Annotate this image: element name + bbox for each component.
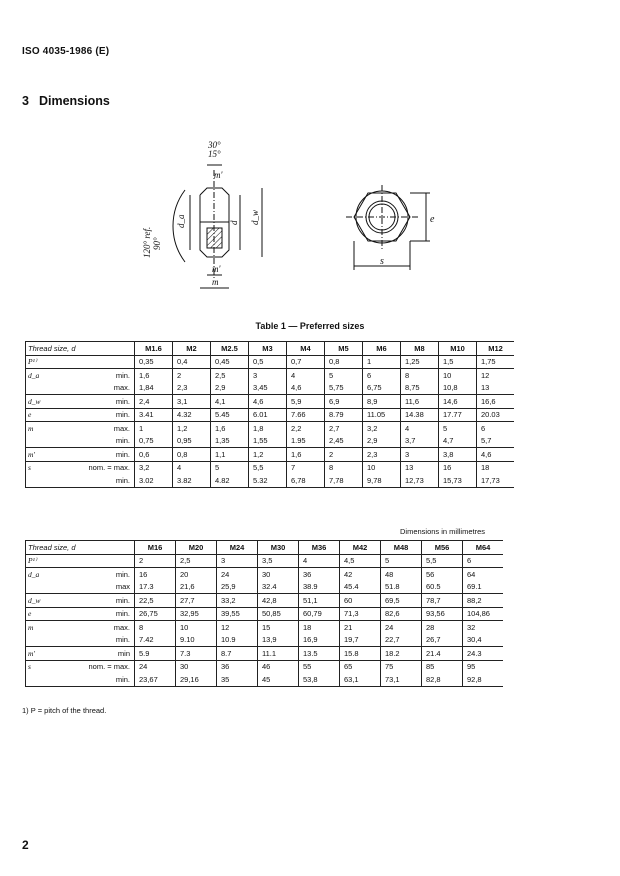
row-qualifier <box>52 355 135 369</box>
table-cell: 21.4 <box>422 647 463 661</box>
table-cell: 12 <box>217 621 258 634</box>
table-cell: 46 <box>258 660 299 673</box>
table-cell: 30 <box>258 568 299 581</box>
row-symbol: e <box>26 408 53 422</box>
table-cell: 85 <box>422 660 463 673</box>
section-heading <box>22 94 120 108</box>
table-cell: 6,78 <box>287 474 325 487</box>
size-header: M2.5 <box>211 342 249 356</box>
table-cell: 3,8 <box>439 448 477 462</box>
angle-120-label: 120° ref. <box>142 226 152 258</box>
table-cell: 2,5 <box>176 554 217 568</box>
table-row <box>26 673 504 686</box>
table-cell: 95 <box>463 660 504 673</box>
table-cell: 35 <box>217 673 258 686</box>
table-cell: 6.01 <box>249 408 287 422</box>
angle-15-label: 15° <box>208 149 221 159</box>
table-cell: 24 <box>135 660 176 673</box>
section-number: 3 <box>22 94 29 108</box>
m-label: m <box>212 277 219 287</box>
table-cell: 0,8 <box>325 355 363 369</box>
table-row <box>26 581 504 594</box>
table-cell: 23,67 <box>135 673 176 686</box>
table-row <box>26 461 515 474</box>
row-qualifier: min. <box>52 408 135 422</box>
table-cell: 88,2 <box>463 594 504 608</box>
table-cell: 3 <box>249 369 287 382</box>
table-cell: 8,9 <box>363 395 401 409</box>
table1-caption: Table 1 — Preferred sizes <box>255 321 365 331</box>
da-label: d_a <box>176 214 186 228</box>
table-row <box>26 395 515 409</box>
row-qualifier: min. <box>52 607 135 621</box>
table-cell: 11.05 <box>363 408 401 422</box>
table-cell: 2 <box>325 448 363 462</box>
row-qualifier: min. <box>52 594 135 608</box>
e-label: e <box>430 214 435 225</box>
size-header: M5 <box>325 342 363 356</box>
row-qualifier: max <box>52 581 135 594</box>
table-row <box>26 594 504 608</box>
row-symbol: d_a <box>26 568 53 581</box>
table-cell: 2 <box>173 369 211 382</box>
table-cell: 42,8 <box>258 594 299 608</box>
row-symbol <box>26 634 53 647</box>
table-cell: 2,9 <box>363 435 401 448</box>
table-cell: 69,5 <box>381 594 422 608</box>
size-header: M1.6 <box>135 342 173 356</box>
table-cell: 4,6 <box>477 448 515 462</box>
table-cell: 75 <box>381 660 422 673</box>
table-cell: 16,6 <box>477 395 515 409</box>
table-row <box>26 435 515 448</box>
document-header: ISO 4035-1986 (E) <box>22 46 110 57</box>
table-cell: 82,8 <box>422 673 463 686</box>
table-cell: 10.9 <box>217 634 258 647</box>
size-header: M6 <box>363 342 401 356</box>
table-cell: 22,5 <box>135 594 176 608</box>
table-cell: 5,9 <box>287 395 325 409</box>
table-cell: 92,8 <box>463 673 504 686</box>
table-cell: 1,35 <box>211 435 249 448</box>
table-cell: 20.03 <box>477 408 515 422</box>
table-cell: 93,56 <box>422 607 463 621</box>
table-cell: 1,25 <box>401 355 439 369</box>
table-cell: 4,6 <box>249 395 287 409</box>
table-cell: 0,5 <box>249 355 287 369</box>
row-symbol: d_a <box>26 369 53 382</box>
table-cell: 18 <box>477 461 515 474</box>
table-cell: 1,6 <box>135 369 173 382</box>
size-header: M48 <box>381 541 422 555</box>
table-cell: 4.82 <box>211 474 249 487</box>
angle-90-label: 90° <box>152 237 162 250</box>
dw-label: d_w <box>250 209 260 225</box>
row-qualifier <box>52 554 135 568</box>
table-cell: 63,1 <box>340 673 381 686</box>
table-row <box>26 448 515 462</box>
table-row <box>26 647 504 661</box>
size-header: M8 <box>401 342 439 356</box>
table-cell: 13.5 <box>299 647 340 661</box>
table-cell: 1 <box>363 355 401 369</box>
table-cell: 6 <box>363 369 401 382</box>
front-view <box>346 185 430 270</box>
table-cell: 1,2 <box>249 448 287 462</box>
row-qualifier: nom. = max. <box>88 463 130 473</box>
table-cell: 1.95 <box>287 435 325 448</box>
table-cell: 7.42 <box>135 634 176 647</box>
table-cell: 5,5 <box>249 461 287 474</box>
thread-size-label: Thread size, d <box>26 342 135 356</box>
row-symbol: m <box>26 621 53 634</box>
table-cell: 78,7 <box>422 594 463 608</box>
table-cell: 24 <box>381 621 422 634</box>
table-cell: 3,5 <box>258 554 299 568</box>
table-cell: 7.66 <box>287 408 325 422</box>
table-cell: 10,8 <box>439 382 477 395</box>
table-cell: 71,3 <box>340 607 381 621</box>
table-cell: 53,8 <box>299 673 340 686</box>
table-cell: 4,6 <box>287 382 325 395</box>
table-cell: 4,5 <box>340 554 381 568</box>
table-cell: 33,2 <box>217 594 258 608</box>
table-cell: 2 <box>135 554 176 568</box>
table-cell: 5 <box>439 422 477 435</box>
row-symbol: d_w <box>26 395 53 409</box>
table-cell: 55 <box>299 660 340 673</box>
size-header: M64 <box>463 541 504 555</box>
table1 <box>25 341 514 488</box>
table-cell: 8.7 <box>217 647 258 661</box>
size-header: M12 <box>477 342 515 356</box>
table-cell: 4 <box>299 554 340 568</box>
table-cell: 36 <box>217 660 258 673</box>
table-cell: 2,9 <box>211 382 249 395</box>
table-cell: 32 <box>463 621 504 634</box>
table-cell: 1,8 <box>249 422 287 435</box>
row-symbol: d_w <box>26 594 53 608</box>
table-cell: 4.32 <box>173 408 211 422</box>
table-cell: 10 <box>176 621 217 634</box>
table-cell: 32.4 <box>258 581 299 594</box>
table-cell: 5 <box>211 461 249 474</box>
table-cell: 4 <box>173 461 211 474</box>
table-cell: 3.41 <box>135 408 173 422</box>
table2 <box>25 540 503 687</box>
row-qualifier: nom. = max. <box>88 662 130 672</box>
table-cell: 10 <box>363 461 401 474</box>
table-cell: 39,55 <box>217 607 258 621</box>
table-cell: 3.02 <box>135 474 173 487</box>
table-cell: 30,4 <box>463 634 504 647</box>
nut-drawing <box>0 130 620 310</box>
table-cell: 1,75 <box>477 355 515 369</box>
size-header: M24 <box>217 541 258 555</box>
table-cell: 104,86 <box>463 607 504 621</box>
table-cell: 2,4 <box>135 395 173 409</box>
table-cell: 17.77 <box>439 408 477 422</box>
table-cell: 20 <box>176 568 217 581</box>
table-cell: 18.2 <box>381 647 422 661</box>
row-symbol <box>26 474 53 487</box>
footnote: 1) P = pitch of the thread. <box>22 706 107 715</box>
table-cell: 0,75 <box>135 435 173 448</box>
table-cell: 11.1 <box>258 647 299 661</box>
table-cell: 26,75 <box>135 607 176 621</box>
table-cell: 29,16 <box>176 673 217 686</box>
size-header: M20 <box>176 541 217 555</box>
table-cell: 15,73 <box>439 474 477 487</box>
table-cell: 5.32 <box>249 474 287 487</box>
table-cell: 36 <box>299 568 340 581</box>
table-cell: 16 <box>439 461 477 474</box>
row-symbol: m' <box>26 647 53 661</box>
row-symbol: s <box>26 660 53 673</box>
table-cell: 13 <box>477 382 515 395</box>
row-symbol: m <box>26 422 53 435</box>
row-qualifier: min. <box>115 370 130 380</box>
table-cell: 51,1 <box>299 594 340 608</box>
table-cell: 15 <box>258 621 299 634</box>
table-cell: 19,7 <box>340 634 381 647</box>
table-row <box>26 554 504 568</box>
table-cell: 27,7 <box>176 594 217 608</box>
table-cell: 3 <box>401 448 439 462</box>
section-title: Dimensions <box>38 94 110 108</box>
table-cell: 17,73 <box>477 474 515 487</box>
table-cell: 2,2 <box>287 422 325 435</box>
row-qualifier: min. <box>52 474 135 487</box>
table-cell: 8.79 <box>325 408 363 422</box>
table-cell: 5,75 <box>325 382 363 395</box>
page-number: 2 <box>22 838 29 852</box>
table-cell: 8 <box>135 621 176 634</box>
table-cell: 21 <box>340 621 381 634</box>
row-symbol: m' <box>26 448 53 462</box>
size-header: M30 <box>258 541 299 555</box>
row-symbol <box>26 673 53 686</box>
row-symbol: e <box>26 607 53 621</box>
table-cell: 38.9 <box>299 581 340 594</box>
size-header: M2 <box>173 342 211 356</box>
table-cell: 12,73 <box>401 474 439 487</box>
table-cell: 13,9 <box>258 634 299 647</box>
table-cell: 5,5 <box>422 554 463 568</box>
table-cell: 69.1 <box>463 581 504 594</box>
table-cell: 6 <box>463 554 504 568</box>
table-cell: 3,2 <box>135 461 173 474</box>
table-cell: 3,1 <box>173 395 211 409</box>
table-cell: 2,45 <box>325 435 363 448</box>
row-qualifier: min. <box>52 634 135 647</box>
row-symbol <box>26 382 53 395</box>
table-cell: 4 <box>401 422 439 435</box>
table-cell: 6,9 <box>325 395 363 409</box>
table-cell: 0,6 <box>135 448 173 462</box>
table-cell: 60,79 <box>299 607 340 621</box>
size-header: M3 <box>249 342 287 356</box>
table-cell: 64 <box>463 568 504 581</box>
table-cell: 65 <box>340 660 381 673</box>
row-qualifier: min. <box>52 448 135 462</box>
table-row <box>26 369 515 382</box>
table-cell: 0,45 <box>211 355 249 369</box>
table-cell: 10 <box>439 369 477 382</box>
table-cell: 1,1 <box>211 448 249 462</box>
table-row <box>26 422 515 435</box>
table-row <box>26 634 504 647</box>
table-cell: 0,95 <box>173 435 211 448</box>
row-qualifier: max. <box>113 622 130 632</box>
table-cell: 2,3 <box>363 448 401 462</box>
table-cell: 0,7 <box>287 355 325 369</box>
table-cell: 15.8 <box>340 647 381 661</box>
table-row <box>26 382 515 395</box>
table-cell: 45.4 <box>340 581 381 594</box>
row-symbol <box>26 435 53 448</box>
table-cell: 2,7 <box>325 422 363 435</box>
table-cell: 9,78 <box>363 474 401 487</box>
table-row <box>26 660 504 673</box>
table-cell: 51.8 <box>381 581 422 594</box>
table-cell: 7 <box>287 461 325 474</box>
table-cell: 0,35 <box>135 355 173 369</box>
table-cell: 8 <box>401 369 439 382</box>
row-qualifier: min. <box>52 395 135 409</box>
table2-header-row <box>26 541 504 555</box>
table-cell: 5,7 <box>477 435 515 448</box>
table-cell: 21,6 <box>176 581 217 594</box>
table1-header-row <box>26 342 515 356</box>
table-cell: 11,6 <box>401 395 439 409</box>
mprime-top-label: m' <box>214 170 223 180</box>
table-cell: 12 <box>477 369 515 382</box>
table-cell: 16,9 <box>299 634 340 647</box>
table-cell: 1,55 <box>249 435 287 448</box>
table-cell: 25,9 <box>217 581 258 594</box>
dimensions-note: Dimensions in millimetres <box>400 527 486 536</box>
size-header: M36 <box>299 541 340 555</box>
table-cell: 5.9 <box>135 647 176 661</box>
table-cell: 7,78 <box>325 474 363 487</box>
row-qualifier: max. <box>52 382 135 395</box>
table-cell: 6,75 <box>363 382 401 395</box>
table-cell: 16 <box>135 568 176 581</box>
table-row <box>26 474 515 487</box>
table-cell: 0,8 <box>173 448 211 462</box>
table-cell: 1,84 <box>135 382 173 395</box>
table-row <box>26 607 504 621</box>
table-cell: 3.82 <box>173 474 211 487</box>
table-cell: 22,7 <box>381 634 422 647</box>
table-cell: 18 <box>299 621 340 634</box>
table-cell: 5.45 <box>211 408 249 422</box>
table-cell: 28 <box>422 621 463 634</box>
table-cell: 9.10 <box>176 634 217 647</box>
table-row <box>26 355 515 369</box>
table-cell: 13 <box>401 461 439 474</box>
table-cell: 50,85 <box>258 607 299 621</box>
table-cell: 7.3 <box>176 647 217 661</box>
table-cell: 14,6 <box>439 395 477 409</box>
table-cell: 6 <box>477 422 515 435</box>
table-cell: 5 <box>381 554 422 568</box>
table-cell: 8 <box>325 461 363 474</box>
table-cell: 4 <box>287 369 325 382</box>
table-cell: 24.3 <box>463 647 504 661</box>
table-cell: 5 <box>325 369 363 382</box>
table-cell: 60 <box>340 594 381 608</box>
row-qualifier: min. <box>115 569 130 579</box>
table-cell: 0,4 <box>173 355 211 369</box>
table-cell: 48 <box>381 568 422 581</box>
table-cell: 26,7 <box>422 634 463 647</box>
table-cell: 3,7 <box>401 435 439 448</box>
table-cell: 2,5 <box>211 369 249 382</box>
table-row <box>26 621 504 634</box>
row-symbol: P¹⁾ <box>26 554 53 568</box>
table-cell: 2,3 <box>173 382 211 395</box>
table-cell: 4,7 <box>439 435 477 448</box>
table-cell: 82,6 <box>381 607 422 621</box>
table-row <box>26 568 504 581</box>
table-cell: 73,1 <box>381 673 422 686</box>
row-symbol: s <box>26 461 53 474</box>
table-cell: 1,6 <box>287 448 325 462</box>
size-header: M16 <box>135 541 176 555</box>
table-cell: 32,95 <box>176 607 217 621</box>
table-cell: 56 <box>422 568 463 581</box>
angle-30-label: 30° <box>208 140 221 150</box>
table-cell: 60.5 <box>422 581 463 594</box>
thread-size-label: Thread size, d <box>26 541 135 555</box>
table-cell: 42 <box>340 568 381 581</box>
row-qualifier: min <box>52 647 135 661</box>
size-header: M56 <box>422 541 463 555</box>
size-header: M42 <box>340 541 381 555</box>
table-cell: 1,6 <box>211 422 249 435</box>
table-cell: 1,5 <box>439 355 477 369</box>
table-cell: 3,45 <box>249 382 287 395</box>
s-label: s <box>380 256 384 267</box>
row-qualifier: min. <box>52 673 135 686</box>
table-cell: 3 <box>217 554 258 568</box>
size-header: M10 <box>439 342 477 356</box>
row-symbol <box>26 581 53 594</box>
table-cell: 45 <box>258 673 299 686</box>
d-label: d <box>229 220 239 225</box>
table-cell: 3,2 <box>363 422 401 435</box>
row-symbol: P¹⁾ <box>26 355 53 369</box>
row-qualifier: max. <box>113 423 130 433</box>
size-header: M4 <box>287 342 325 356</box>
table-cell: 14.38 <box>401 408 439 422</box>
table-row <box>26 408 515 422</box>
table-cell: 1,2 <box>173 422 211 435</box>
table-cell: 4,1 <box>211 395 249 409</box>
table-cell: 8,75 <box>401 382 439 395</box>
row-qualifier: min. <box>52 435 135 448</box>
mprime-bottom-label: m' <box>212 264 221 274</box>
table-cell: 1 <box>135 422 173 435</box>
table-cell: 24 <box>217 568 258 581</box>
side-view-labels <box>142 140 260 287</box>
table-cell: 17.3 <box>135 581 176 594</box>
table-cell: 30 <box>176 660 217 673</box>
